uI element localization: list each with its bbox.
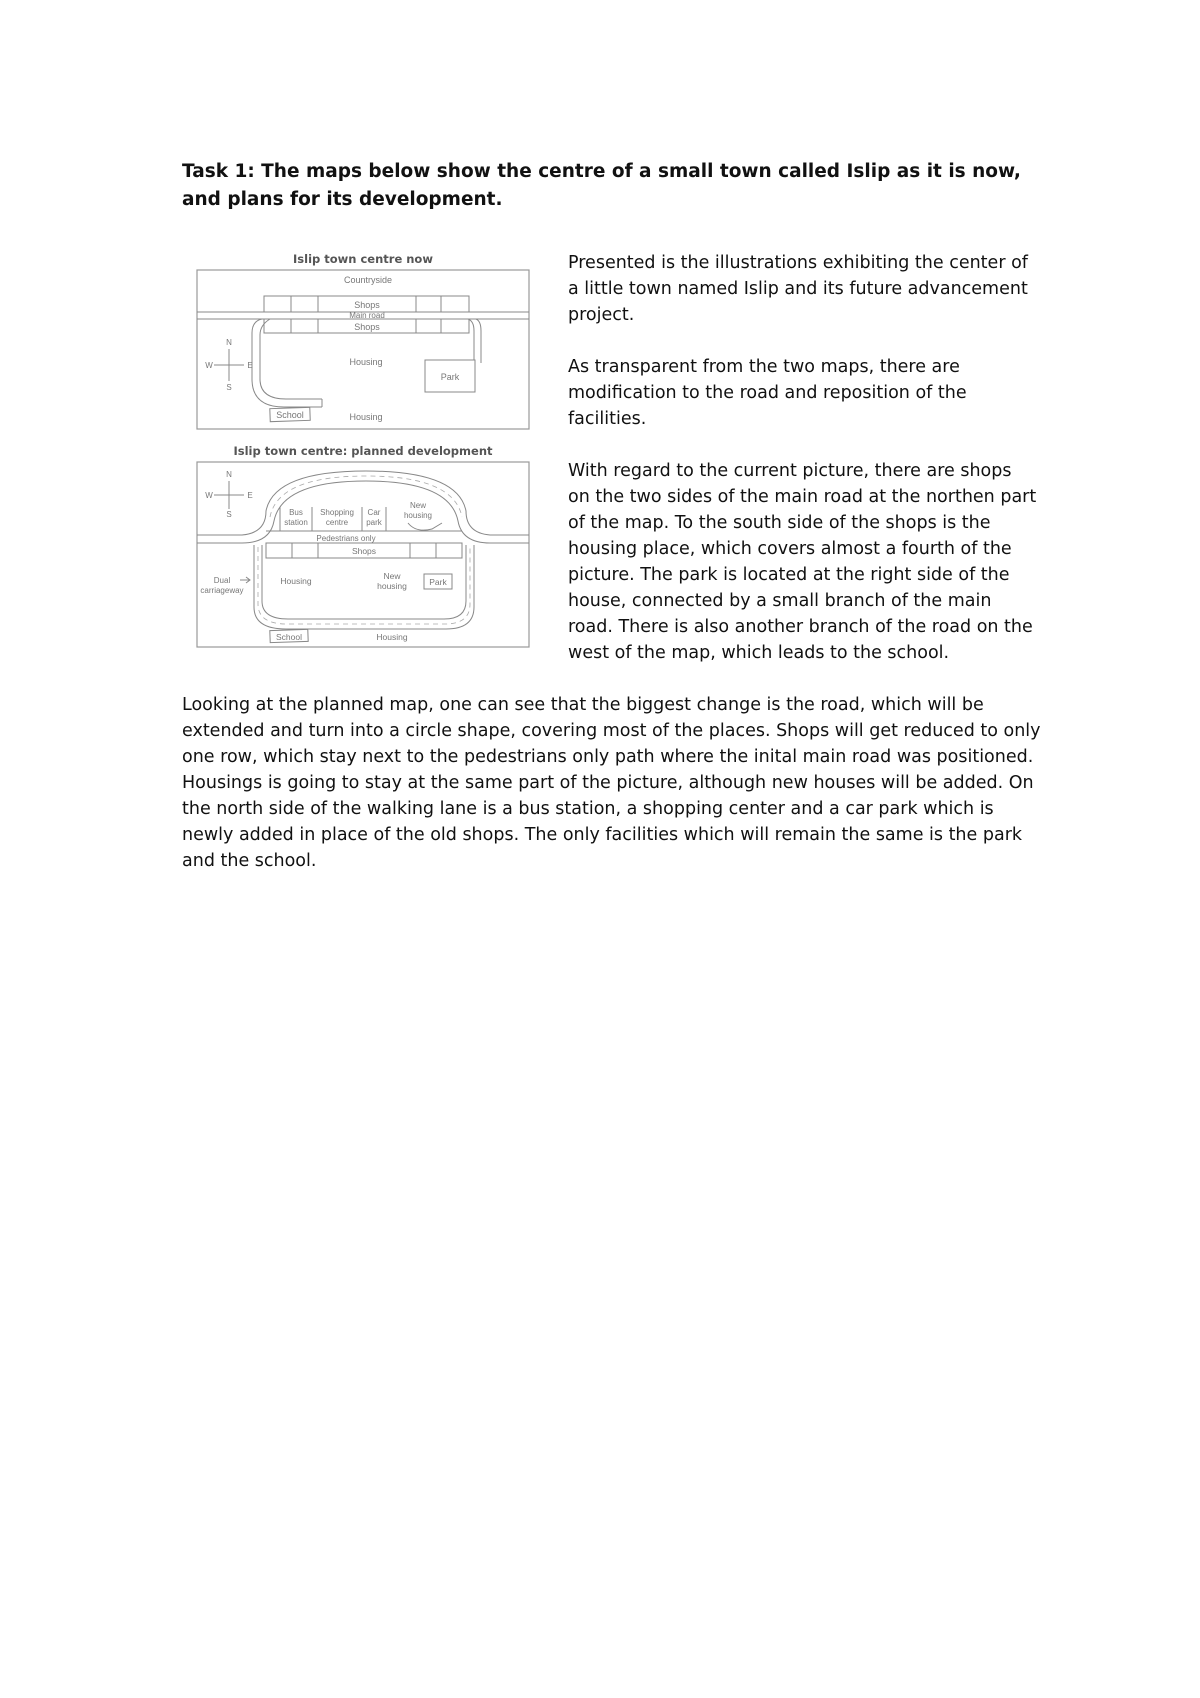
map-planned-newh-north-1: New — [409, 501, 427, 510]
paragraph-overview: As transparent from the two maps, there are modification to the road and reposition of the facilities. — [568, 357, 967, 429]
map-now-housing-north: Housing — [349, 357, 383, 367]
paragraph-planned-map: Looking at the planned map, one can see that the biggest change is the road, which will be extended and turn into a circle shape, covering most of the places. Shops will get reduced to only one row, which stay next to the pedestrians only path where the inital main road was positioned. Housings is going to stay at the same part of the picture, although new houses will be added. On the north side of the walking lane is a bus station, a shopping center and a car park which is newly added in place of the old shops. The only facilities which will remain the same is the park and the school. — [182, 695, 1041, 871]
map-planned-newh-south-1: New — [383, 571, 401, 581]
map-now-shops-north: Shops — [354, 300, 380, 310]
map-planned-shopping-1: Shopping — [320, 508, 354, 517]
map-planned-pedestrians: Pedestrians only — [316, 534, 376, 543]
map-now-countryside: Countryside — [343, 275, 393, 285]
bottom-column — [182, 692, 1042, 874]
map-planned-car-1: Car — [367, 508, 381, 517]
map-now-compass-n: N — [226, 338, 232, 347]
map-planned-park: Park — [429, 577, 447, 587]
paragraph-intro: Presented is the illustrations exhibiting the center of a little town named Islip and its future advancement project. — [568, 253, 1028, 325]
paragraph-current-map: With regard to the current picture, there are shops on the two sides of the main road at the northen part of the map. To the south side of the shops is the housing place, which covers almost a fourth of the picture. The park is located at the right side of the house, connected by a small branch of the main road. There is also another branch of the road on the west of the map, which leads to the school. — [568, 461, 1037, 663]
map-planned-dual-2: carriageway — [200, 586, 244, 595]
map-planned-housing-south: Housing — [376, 632, 408, 642]
map-now-main-road-label: Main road — [349, 311, 385, 320]
map-planned-newh-south-2: housing — [377, 581, 407, 591]
map-now-park: Park — [440, 372, 460, 382]
map-planned-figure — [196, 461, 530, 651]
map-now-school: School — [276, 410, 304, 420]
map-planned-title: Islip town centre: planned development — [233, 444, 493, 458]
map-planned-shopping-2: centre — [325, 518, 349, 527]
map-planned-car-2: park — [366, 518, 382, 527]
map-now-figure — [196, 269, 530, 449]
map-planned-dual-1: Dual — [213, 576, 231, 585]
map-now-compass-e: E — [247, 361, 253, 370]
map-now-compass-s: S — [226, 383, 232, 392]
map-now-title: Islip town centre now — [293, 252, 433, 266]
map-planned-school: School — [276, 632, 302, 642]
map-planned-compass-w: W — [205, 491, 213, 500]
map-now-compass-w: W — [205, 361, 213, 370]
map-planned-bus-2: station — [284, 518, 308, 527]
map-now-housing-south: Housing — [349, 412, 383, 422]
map-planned-bus-1: Bus — [289, 508, 303, 517]
map-now-shops-south: Shops — [354, 322, 380, 332]
map-planned-shops: Shops — [351, 546, 377, 556]
map-planned-compass-s: S — [226, 510, 232, 519]
task-title: Task 1: The maps below show the centre of a small town called Islip as it is now, and plans for its development. — [182, 161, 1021, 210]
right-column — [568, 250, 1038, 692]
map-planned-newh-north-2: housing — [403, 511, 433, 520]
map-planned-housing-west: Housing — [280, 576, 312, 586]
map-now-frame — [197, 270, 529, 429]
map-planned-compass-e: E — [247, 491, 253, 500]
map-planned-compass-n: N — [226, 470, 232, 479]
